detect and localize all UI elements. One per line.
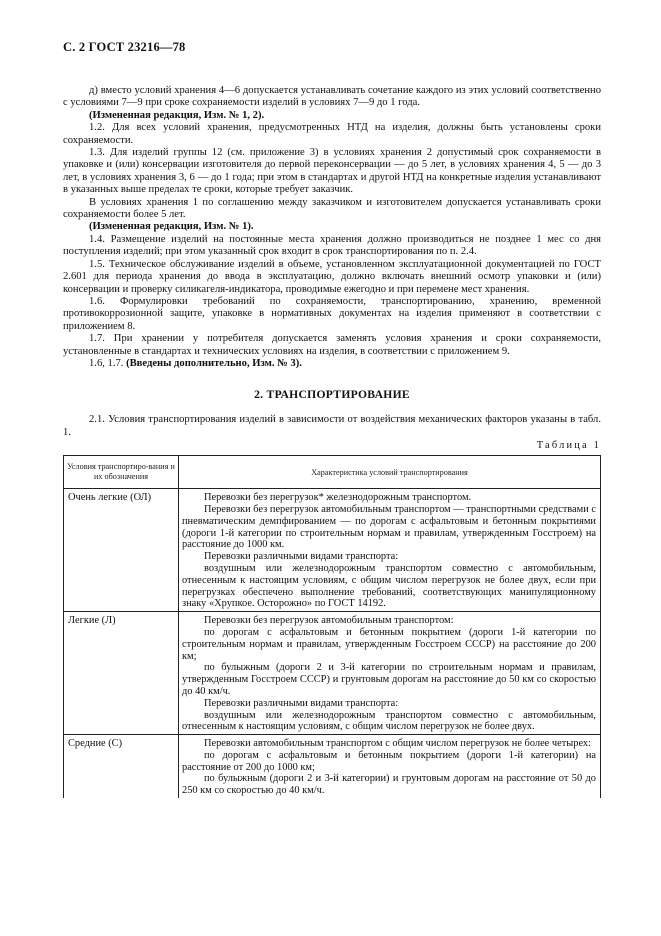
- description-line: Перевозки без перегрузок* железнодорожным транспортом.: [204, 492, 472, 504]
- paragraph-1-5: 1.5. Техническое обслуживание изделий в объеме, установленном эксплуатационной документацией по ГОСТ 2.601 для периода хранения до ввода в эксплуатацию, должно включать внешний осмотр упаковки и (или) консервации и проверку силикагеля-индикатора, проводимые ежегодно и при перемене мест хранения.: [63, 258, 601, 295]
- description-line: воздушным или железнодорожным транспортом совместно с автомобильным, отнесенным к настоящим условиям, с общим числом перегрузок не более двух, если при перегрузках обеспечено выполнение требований, соответствующих манипуляционному знаку «Хрупкое. Осторожно» по ГОСТ 14192.: [182, 562, 596, 610]
- table-label: Таблица 1: [536, 440, 601, 452]
- section-title: 2. ТРАНСПОРТИРОВАНИЕ: [254, 388, 410, 402]
- description-line: по дорогам с асфальтовым и бетонным покрытием (дороги 1-й категории по строительным нормам и правилам, утвержденным Госстроем СССР) на расстояние до 200 км;: [182, 626, 596, 662]
- condition-name: Очень легкие (ОЛ): [64, 489, 179, 612]
- page-header: С. 2 ГОСТ 23216—78: [63, 40, 186, 54]
- paragraph-2-1: 2.1. Условия транспортирования изделий в зависимости от воздействия механических факторов указаны в табл. 1.: [63, 414, 601, 438]
- description-line: Перевозки различными видами транспорта:: [204, 697, 399, 709]
- transport-conditions-table: [63, 455, 601, 799]
- description-line: по дорогам с асфальтовым и бетонным покрытием (дороги 1-й категории) на расстояние от 200 до 1000 км;: [182, 749, 596, 773]
- paragraph-1-4: 1.4. Размещение изделий на постоянные места хранения должно производиться не позднее 1 мес со дня поступления изделий; при этом указанный срок входит в срок транспортирования по п. 2.4.: [63, 233, 601, 258]
- table-row: [64, 735, 601, 799]
- table-header-row: [64, 456, 601, 489]
- description-line: Перевозки без перегрузок автомобильным транспортом:: [204, 615, 454, 627]
- revision-note-3: [63, 358, 601, 370]
- revision-note-3-prefix: 1.6, 1.7.: [89, 357, 127, 369]
- condition-description: [179, 735, 601, 799]
- description-line: Перевозки различными видами транспорта:: [204, 551, 399, 563]
- paragraph-1-2: 1.2. Для всех условий хранения, предусмотренных НТД на изделия, должны быть установлены сроки сохраняемости.: [63, 122, 601, 146]
- paragraph-1-3-b: В условиях хранения 1 по соглашению между заказчиком и изготовителем допускается устанавливать сроки сохраняемости более 5 лет.: [63, 196, 601, 221]
- table-row: [64, 612, 601, 735]
- condition-description: [179, 612, 601, 735]
- condition-description: [179, 489, 601, 612]
- description-line: по булыжным (дороги 2 и 3-й категории по строительным нормам и правилам, утвержденным Госстроем СССР) и грунтовым дорогам на расстояние до 50 км со скоростью до 40 км/ч.: [182, 662, 596, 697]
- revision-note-2: (Измененная редакция, Изм. № 1).: [89, 221, 254, 233]
- condition-name: Средние (С): [64, 735, 179, 799]
- paragraph-1-3: 1.3. Для изделий группы 12 (см. приложение 3) в условиях хранения 2 допустимый срок сохраняемости в упаковке и (или) консервации изготовителя до первой переконсервации — до 5 лет, в условиях хранения 4, 5 — до 3 лет, в условиях хранения 3, 6 — до 1 года; при этом в стандартах и другой НТД на конкретные изделия устанавливают в указанных выше пределах те сроки, которые требует заказчик.: [63, 147, 601, 196]
- column-header-characteristics: Характеристика условий транспортирования: [179, 456, 601, 489]
- revision-note-3-bold: (Введены дополнительно, Изм. № 3).: [126, 357, 302, 369]
- paragraph-1-7: 1.7. При хранении у потребителя допускается заменять условия хранения и сроки сохраняемости, установленные в стандартах и технических условиях на изделия, в соответствии с приложением 9.: [63, 333, 601, 357]
- paragraph-d: д) вместо условий хранения 4—6 допускается устанавливать сочетание каждого из этих условий соответственно с условиями 7—9 при сроке сохраняемости изделий в условиях 7—9 до 1 года.: [63, 85, 601, 109]
- description-line: по булыжным (дороги 2 и 3-й категории) и грунтовым дорогам на расстояние от 50 до 250 км со скоростью до 40 км/ч.: [182, 773, 596, 797]
- document-page: [63, 40, 601, 799]
- description-line: Перевозки без перегрузок автомобильным транспортом — транспортными средствами с пневматическим демпфированием — по дорогам с асфальтовым и бетонным покрытиями (дороги 1-й категории по строительным нормам и правилам, утвержденным Госстроем) на расстояние до 1000 км.: [182, 503, 596, 551]
- table-row: [64, 489, 601, 612]
- description-line: Перевозки автомобильным транспортом с общим числом перегрузок не более четырех:: [204, 738, 592, 750]
- paragraph-1-6: 1.6. Формулировки требований по сохраняемости, транспортированию, хранению, временной противокоррозионной защите, упаковке в нормативных документах на изделия применяют в соответствии с приложением 8.: [63, 295, 601, 332]
- condition-name: Легкие (Л): [64, 612, 179, 735]
- description-line: воздушным или железнодорожным транспортом совместно с автомобильным, отнесенным к настоящим условиям, с общим числом перегрузок не более двух.: [182, 709, 596, 733]
- revision-note-1: (Измененная редакция, Изм. № 1, 2).: [89, 109, 265, 121]
- column-header-conditions: Условия транспортиро-вания и их обозначения: [64, 456, 179, 489]
